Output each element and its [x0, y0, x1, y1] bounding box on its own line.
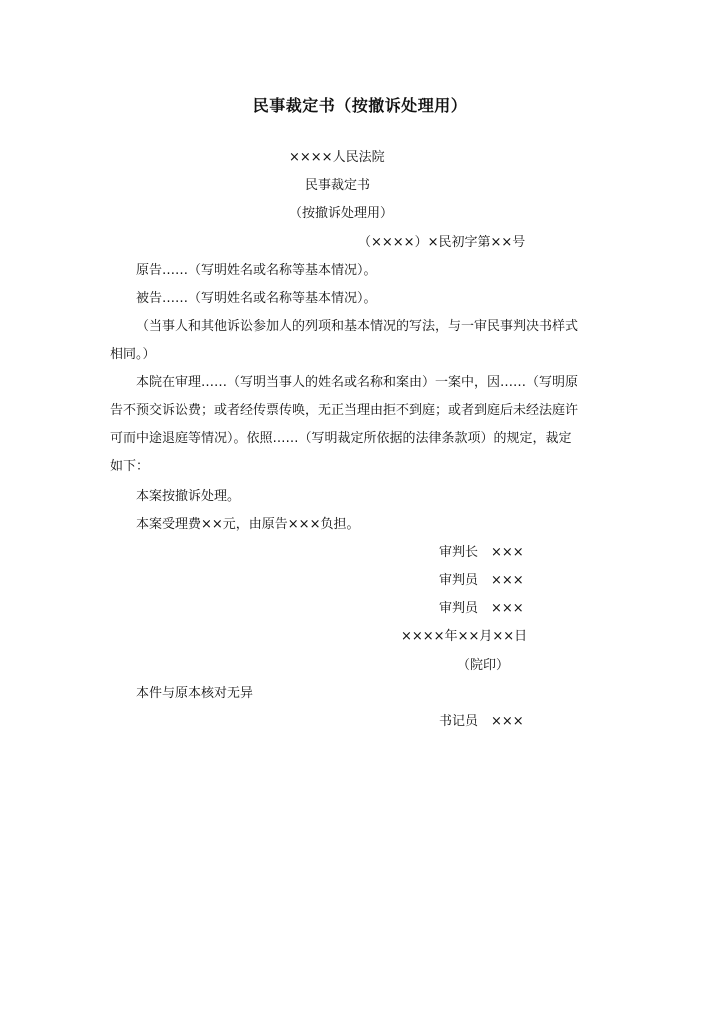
- verification-statement: 本件与原本核对无异: [136, 686, 254, 701]
- document-title: 民事裁定书（按撤诉处理用）: [252, 96, 468, 115]
- plaintiff-line: 原告……（写明姓名或名称等基本情况）。: [136, 263, 377, 278]
- ruling-item-1: 本案按撤诉处理。: [136, 489, 241, 504]
- judge-signature-1: 审判员 ×××: [439, 573, 524, 588]
- ruling-date: ××××年××月××日: [401, 629, 528, 644]
- document-type: 民事裁定书: [305, 178, 371, 193]
- court-seal: （院印）: [457, 658, 510, 673]
- defendant-line: 被告……（写明姓名或名称等基本情况）。: [136, 291, 377, 306]
- court-name: ××××人民法院: [289, 150, 385, 165]
- judge-signature-2: 审判员 ×××: [439, 601, 524, 616]
- parties-note: （当事人和其他诉讼参加人的列项和基本情况的写法，与一审民事判决书样式相同。）: [110, 319, 579, 362]
- document-subtype: （按撤诉处理用）: [289, 206, 394, 221]
- chief-judge-signature: 审判长 ×××: [439, 545, 524, 560]
- ruling-item-2: 本案受理费××元，由原告×××负担。: [136, 517, 360, 532]
- clerk-signature: 书记员 ×××: [439, 714, 524, 729]
- case-number: （××××）×民初字第××号: [358, 235, 526, 250]
- body-paragraph: 本院在审理……（写明当事人的姓名或名称和案由）一案中，因……（写明原告不预交诉讼费；或者经传票传唤，无正当理由拒不到庭；或者到庭后未经法庭许可而中途退庭等情况）。依照……（写明裁定所依据的法律条款项）的规定，裁定如下：: [110, 375, 579, 474]
